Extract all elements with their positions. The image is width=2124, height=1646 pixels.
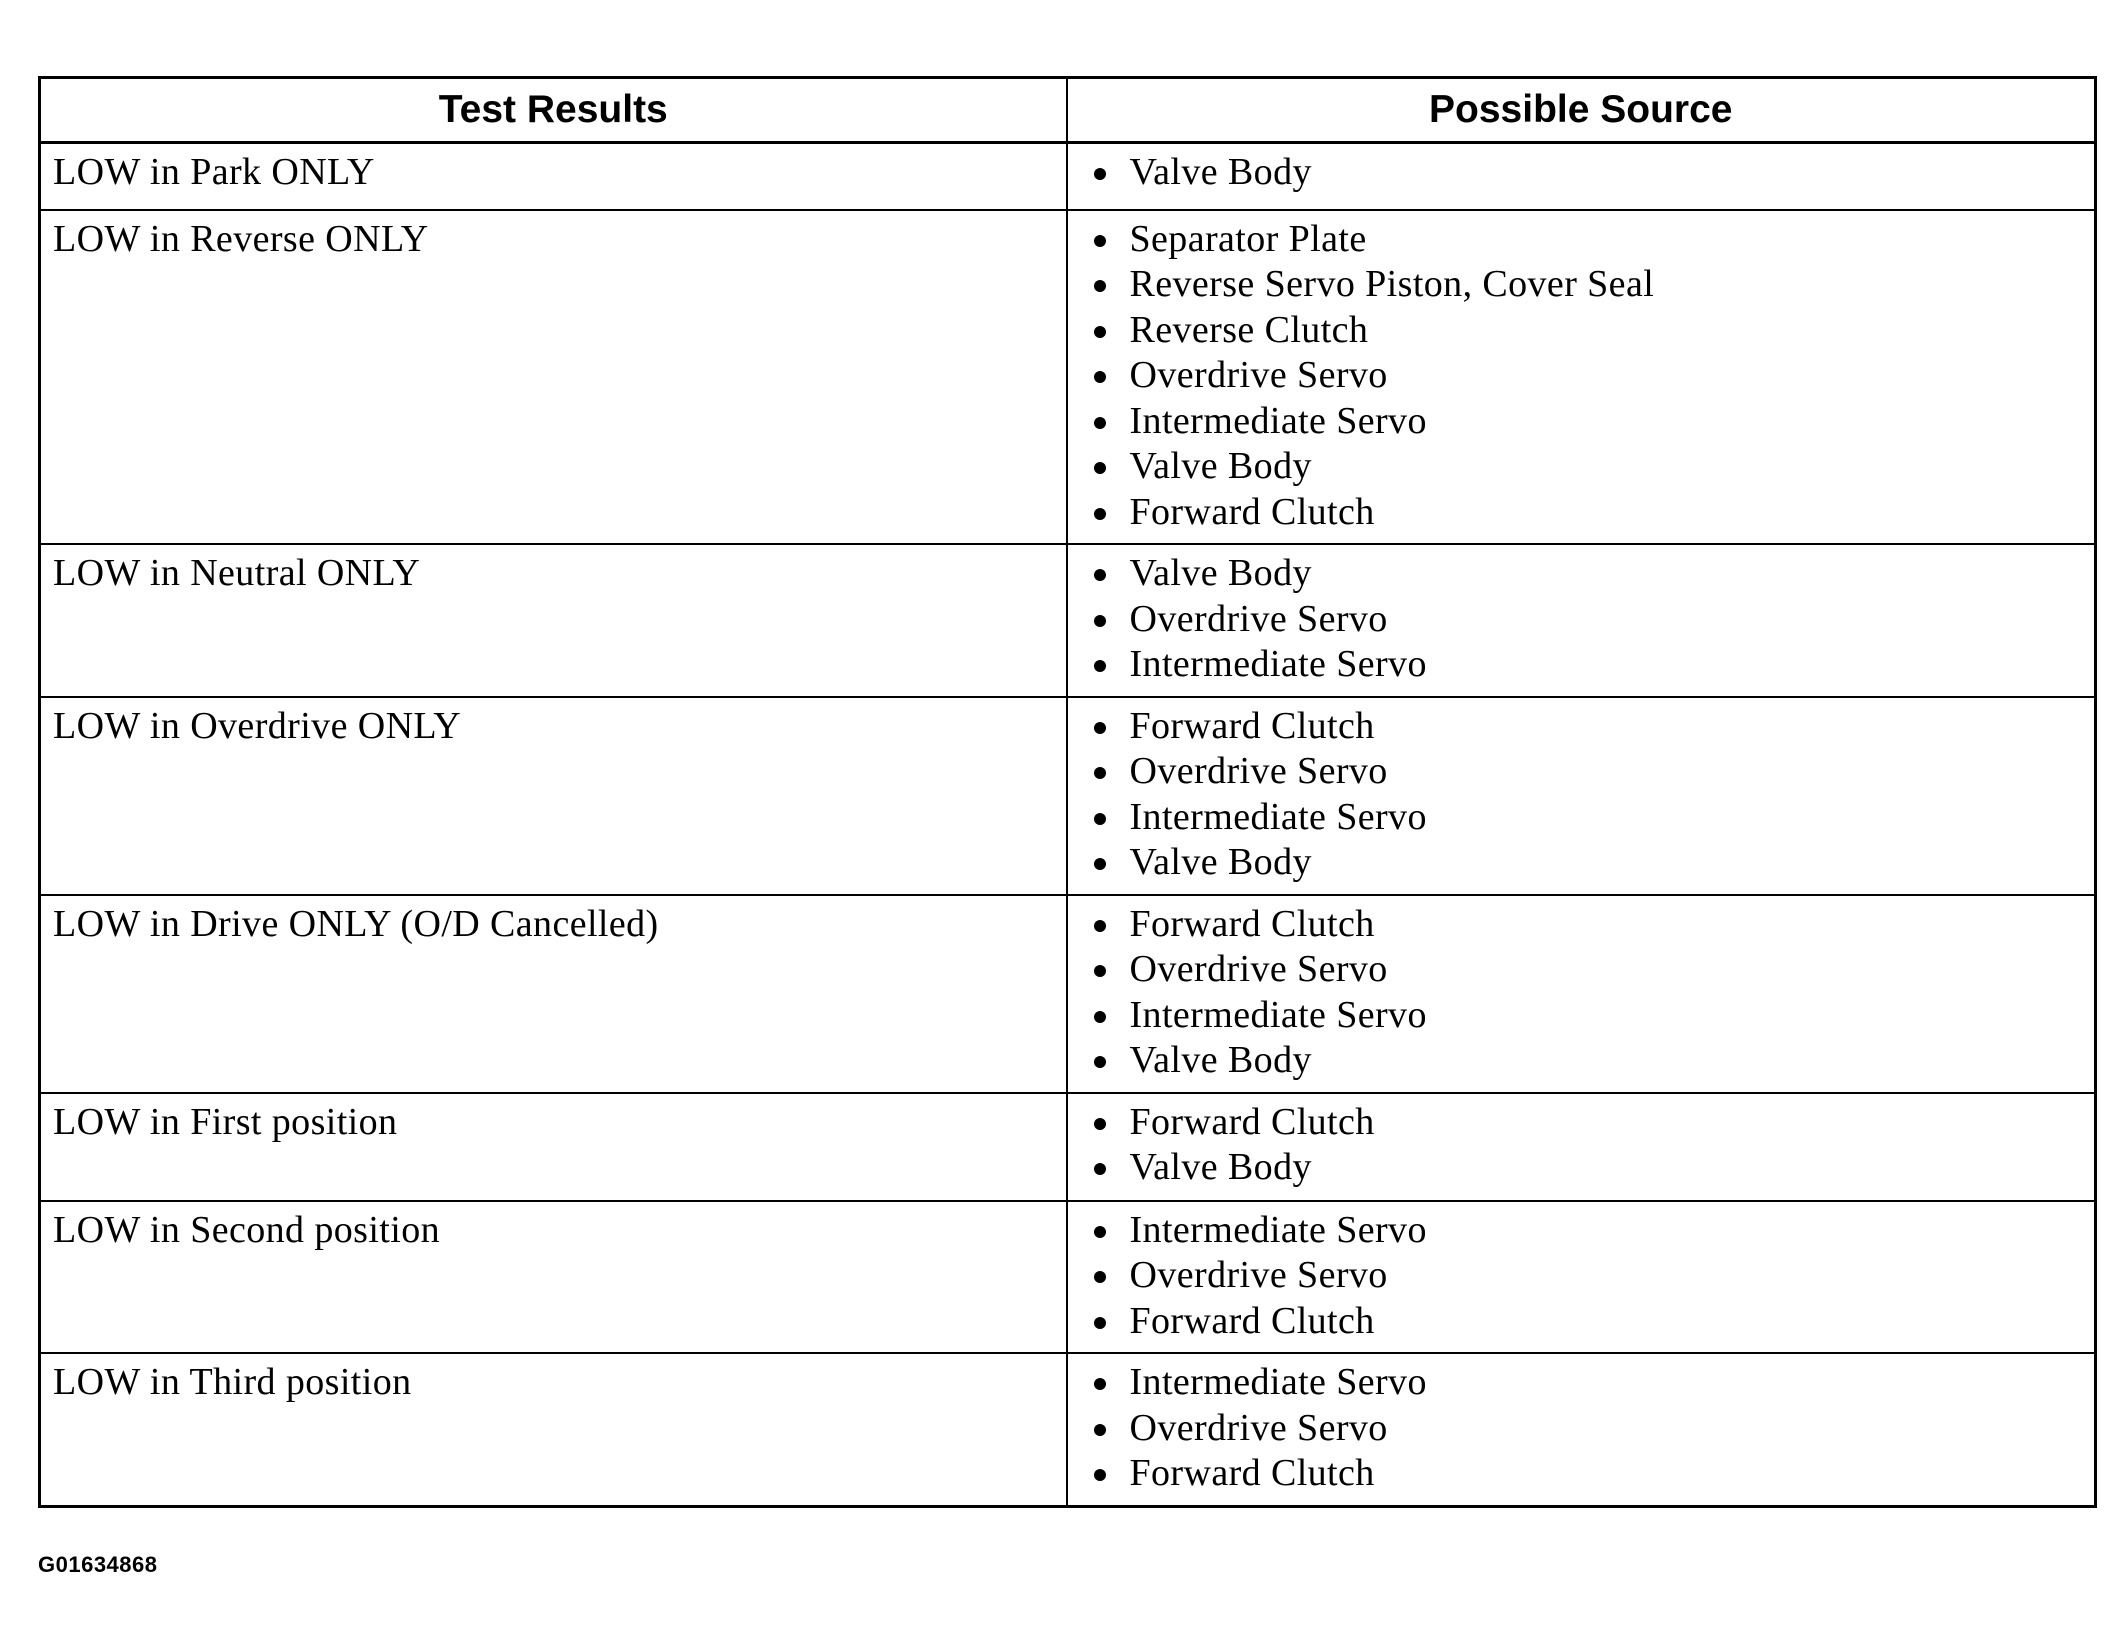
source-list-item: Forward Clutch bbox=[1080, 1100, 2083, 1146]
source-list-item: Reverse Clutch bbox=[1080, 308, 2083, 354]
source-list-item: Forward Clutch bbox=[1080, 902, 2083, 948]
header-row bbox=[40, 78, 2096, 143]
table-row bbox=[40, 895, 2096, 1093]
possible-source-cell bbox=[1067, 143, 2096, 210]
header-possible-source: Possible Source bbox=[1067, 78, 2096, 143]
table-body bbox=[40, 143, 2096, 1507]
source-list bbox=[1080, 1360, 2083, 1497]
table-row bbox=[40, 210, 2096, 545]
source-list-item: Intermediate Servo bbox=[1080, 795, 2083, 841]
test-result-cell: LOW in Park ONLY bbox=[40, 143, 1067, 210]
test-result-cell: LOW in Third position bbox=[40, 1353, 1067, 1506]
source-list-item: Valve Body bbox=[1080, 444, 2083, 490]
source-list-item: Forward Clutch bbox=[1080, 704, 2083, 750]
possible-source-cell bbox=[1067, 697, 2096, 895]
source-list-item: Intermediate Servo bbox=[1080, 642, 2083, 688]
source-list-item: Intermediate Servo bbox=[1080, 399, 2083, 445]
table-row bbox=[40, 1201, 2096, 1354]
source-list bbox=[1080, 704, 2083, 886]
possible-source-cell bbox=[1067, 544, 2096, 697]
header-test-results: Test Results bbox=[40, 78, 1067, 143]
figure-id: G01634868 bbox=[38, 1552, 158, 1577]
table-row bbox=[40, 1353, 2096, 1506]
source-list-item: Intermediate Servo bbox=[1080, 993, 2083, 1039]
source-list-item: Intermediate Servo bbox=[1080, 1360, 2083, 1406]
possible-source-cell bbox=[1067, 1093, 2096, 1201]
source-list bbox=[1080, 1208, 2083, 1345]
source-list bbox=[1080, 217, 2083, 536]
source-list-item: Forward Clutch bbox=[1080, 490, 2083, 536]
test-result-cell: LOW in Reverse ONLY bbox=[40, 210, 1067, 545]
source-list-item: Overdrive Servo bbox=[1080, 1406, 2083, 1452]
test-result-cell: LOW in Second position bbox=[40, 1201, 1067, 1354]
test-result-cell: LOW in Neutral ONLY bbox=[40, 544, 1067, 697]
test-result-cell: LOW in Overdrive ONLY bbox=[40, 697, 1067, 895]
diagnosis-table-container bbox=[38, 76, 2094, 1508]
source-list-item: Valve Body bbox=[1080, 1145, 2083, 1191]
source-list-item: Separator Plate bbox=[1080, 217, 2083, 263]
table-row bbox=[40, 697, 2096, 895]
source-list-item: Overdrive Servo bbox=[1080, 1253, 2083, 1299]
source-list bbox=[1080, 150, 2083, 196]
test-result-cell: LOW in First position bbox=[40, 1093, 1067, 1201]
table-row bbox=[40, 143, 2096, 210]
test-result-cell: LOW in Drive ONLY (O/D Cancelled) bbox=[40, 895, 1067, 1093]
source-list-item: Overdrive Servo bbox=[1080, 749, 2083, 795]
source-list-item: Reverse Servo Piston, Cover Seal bbox=[1080, 262, 2083, 308]
source-list-item: Forward Clutch bbox=[1080, 1451, 2083, 1497]
pressure-test-diagnosis-table bbox=[38, 76, 2097, 1508]
possible-source-cell bbox=[1067, 895, 2096, 1093]
source-list bbox=[1080, 551, 2083, 688]
source-list-item: Valve Body bbox=[1080, 1038, 2083, 1084]
source-list-item: Forward Clutch bbox=[1080, 1299, 2083, 1345]
source-list bbox=[1080, 1100, 2083, 1191]
source-list-item: Valve Body bbox=[1080, 551, 2083, 597]
source-list-item: Overdrive Servo bbox=[1080, 353, 2083, 399]
table-row bbox=[40, 1093, 2096, 1201]
source-list-item: Intermediate Servo bbox=[1080, 1208, 2083, 1254]
source-list-item: Overdrive Servo bbox=[1080, 597, 2083, 643]
possible-source-cell bbox=[1067, 1201, 2096, 1354]
possible-source-cell bbox=[1067, 210, 2096, 545]
table-row bbox=[40, 544, 2096, 697]
source-list-item: Valve Body bbox=[1080, 840, 2083, 886]
source-list-item: Overdrive Servo bbox=[1080, 947, 2083, 993]
source-list bbox=[1080, 902, 2083, 1084]
source-list-item: Valve Body bbox=[1080, 150, 2083, 196]
possible-source-cell bbox=[1067, 1353, 2096, 1506]
